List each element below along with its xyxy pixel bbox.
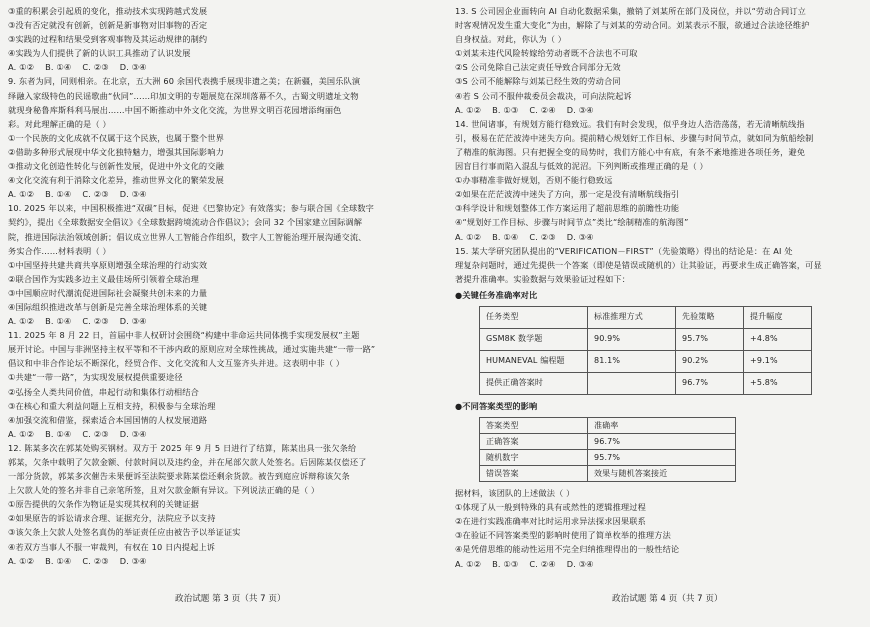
text-line: ②如果原告的诉讼请求合理、证据充分，法院应予以支持 (8, 513, 216, 524)
text-line: 务实合作……材料表明（ ） (8, 245, 111, 256)
table-cell: HUMANEVAL 编程题 (480, 350, 588, 372)
text-line: 契约》，提出《全球数据安全倡议》《全球数据跨境流动合作倡议》；会同 32 个国家建立国际调解 (8, 217, 363, 228)
question-13 (455, 4, 860, 117)
answer-options: A. ①② B. ①④ C. ②③ D. ③④ (8, 555, 147, 566)
text-line: 11. 2025 年 8 月 22 日，首届中非人权研讨会围绕“构建中非命运共同体携手实现发展权”主题 (8, 330, 360, 341)
table-header-row (480, 306, 812, 328)
text-line: ①体现了从一般到特殊的具有或然性的逻辑推理过程 (455, 502, 646, 513)
answer-type-table (479, 417, 736, 482)
text-line: ②联合国作为实践多边主义最佳场所引领着全球治理 (8, 273, 199, 284)
right-column (455, 4, 860, 571)
table-cell: 95.7% (676, 328, 744, 350)
answer-options: A. ①② B. ①③ C. ②④ D. ③④ (455, 558, 594, 569)
text-line: 因盲目行事而陷入混乱与低效的泥沼。下列判断或推理正确的是（ ） (455, 161, 708, 172)
text-line: ②S 公司免除自己法定责任导致合同部分无效 (455, 62, 621, 73)
table-row (480, 372, 812, 394)
text-line: ③科学设计和规划整体工作方案运用了超前思维的前瞻性功能 (455, 203, 680, 214)
answer-options: A. ①② B. ①④ C. ②③ D. ③④ (8, 62, 147, 73)
text-line: ①原告提供的欠条作为物证是实现其权利的关键证据 (8, 499, 199, 510)
table1-title: ●关键任务准确率对比 (455, 289, 538, 300)
table-row (480, 466, 736, 482)
table-cell: 效果与随机答案接近 (588, 466, 736, 482)
table-header-cell: 准确率 (588, 418, 736, 434)
text-line: 上欠款人处的签名并非自己亲笔所签，且对欠款金额有异议。下列说法正确的是（ ） (8, 485, 320, 496)
answer-options: A. ①② B. ①③ C. ②④ D. ③④ (455, 104, 594, 115)
text-line: ①刘某未违代风险转嫁给劳动者既不合法也不可取 (455, 48, 638, 59)
table-header-row (480, 418, 736, 434)
text-line: 一部分货款，郭某多次催告未果便诉至法院要求陈某偿还剩余货款。被告到庭应诉辩称该欠条 (8, 471, 350, 482)
question-15 (455, 244, 860, 286)
table-cell: 提供正确答案时 (480, 372, 588, 394)
text-line: 郭某，欠条中载明了欠款金额、付款时间以及违约金，并在尾部欠款人处签名。后因陈某仅偿还了 (8, 457, 367, 467)
text-line: 12. 陈某多次在郭某处购买钢材。双方于 2025 年 9 月 5 日进行了结算，陈某出具一张欠条给 (8, 442, 357, 453)
text-line: ①共建“一带一路”，为实现发展权提供重要途径 (8, 372, 183, 383)
table-row (480, 328, 812, 350)
table-cell: +9.1% (744, 350, 812, 372)
text-line: 了精准的航海图。只有把握全变的局势时，我们方能心中有底，有条不紊地推进各项任务，避免 (455, 146, 806, 157)
text-line: 倡议和中非合作论坛不断深化，经贸合作、文化交流和人文互鉴齐头并进。这表明中非（ ） (8, 358, 345, 369)
text-line: ②弘扬全人类共同价值，串起行动和集体行动相结合 (8, 386, 199, 397)
answer-options: A. ①② B. ①④ C. ②③ D. ③④ (8, 428, 147, 439)
question-15-options (455, 486, 860, 571)
text-line: 14. 世间诸事，有规划方能行稳致远。我们有时会发现，似乎身边人浩浩荡荡，若无清晰航线指 (455, 118, 805, 129)
text-line: ③在验证不同答案类型的影响时使用了简单枚举的推理方法 (455, 530, 671, 541)
table-cell: 95.7% (588, 450, 736, 466)
table-cell: GSM8K 数学题 (480, 328, 588, 350)
text-line: 院，推进国际法治领域创新；倡议成立世界人工智能合作组织，数字人工智能治理开展沟通交流、 (8, 231, 367, 242)
text-line: ①办事精准非做好规划，否则不能行稳致远 (455, 175, 613, 186)
text-line: ④“规划好工作目标、步骤与时间节点”类比“绘制精准的航海图” (455, 217, 689, 228)
table-header-cell: 先验策略 (676, 306, 744, 328)
text-line: ④实践为人们提供了新的认识工具推动了认识发展 (8, 48, 191, 59)
text-line: ②在进行实践准确率对比时运用求异法探求因果联系 (455, 516, 646, 527)
text-line: ④文化交流有利于消除文化差异，推动世界文化的繁荣发展 (8, 175, 224, 186)
table-cell: 81.1% (588, 350, 676, 372)
text-line: ③S 公司不能解除与刘某已经生效的劳动合同 (455, 76, 621, 87)
text-line: ④若双方当事人不服一审裁判，有权在 10 日内提起上诉 (8, 541, 216, 552)
text-line: 9. 东者为同，同则相亲。在北京，五大洲 60 余国代表携手展现非遗之美；在新疆，美国乐队演 (8, 76, 361, 87)
table-row (480, 450, 736, 466)
answer-options: A. ①② B. ①④ C. ②③ D. ③④ (455, 231, 594, 242)
question-14 (455, 117, 860, 244)
text-line: 时客观情况发生重大变化”为由，解除了与刘某的劳动合同。刘某表示不服，欲通过合法途径维护 (455, 20, 810, 31)
text-line: 10. 2025 年以来，中国积极推进“双碳”目标，促进《巴黎协定》有效落实；参与联合国《全球数字 (8, 203, 375, 214)
text-line: 理复杂问题时，通过先提供一个答案（即使是错误或随机的）让其验证，再要求生成正确答案，可显 (455, 259, 822, 270)
table-header-cell: 标准推理方式 (588, 306, 676, 328)
table-cell (588, 372, 676, 394)
table-cell: +5.8% (744, 372, 812, 394)
text-line: ④国际组织推进改革与创新是完善全球治理体系的关键 (8, 301, 208, 312)
text-line: 13. S 公司因企业面转向 AI 自动化数据采集，撤销了刘某所在部门及岗位，并以“劳动合同订立 (455, 6, 807, 16)
text-line: ①中国坚持共建共商共享原则增强全球治理的行动实效 (8, 259, 208, 270)
table-header-cell: 答案类型 (480, 418, 588, 434)
text-line: 15. 某大学研究团队提出的“VERIFICATION－FIRST”（先验策略）得出的结论是：在 AI 处 (455, 245, 793, 256)
text-line: 展开讨论。中国与非洲坚持主权平等和不干涉内政的原则应对全球性挑战，通过实施共建“一带一路” (8, 344, 376, 355)
table-header-cell: 任务类型 (480, 306, 588, 328)
text-line: ③在核心和重大利益问题上互相支持，积极参与全球治理 (8, 400, 216, 411)
text-line: 著提升准确率。实验数据与效果验证过程如下： (455, 273, 631, 284)
table-cell: 错误答案 (480, 466, 588, 482)
text-line: 据材料，该团队的上述做法（ ） (455, 488, 575, 499)
table-cell: 90.9% (588, 328, 676, 350)
text-line: 引，极易在茫茫波涛中迷失方向。提前精心规划好工作目标、步骤与时间节点，就如同为航船绘制 (455, 132, 814, 143)
answer-options: A. ①② B. ①④ C. ②③ D. ③④ (8, 316, 147, 327)
table-row (480, 350, 812, 372)
text-line: ③实践的过程和结果受到客观事物及其运动规律的制约 (8, 34, 208, 45)
text-line: 就现身秘鲁库斯科利马展出……中国不断推动中外文化交流，为世界文明百花园增添绚丽色 (8, 104, 342, 115)
answer-options: A. ①② B. ①④ C. ②③ D. ③④ (8, 189, 147, 200)
text-line: ③该欠条上欠款人处签名真伪的举证责任应由被告予以举证证实 (8, 527, 241, 538)
text-line: ①一个民族的文化成就不仅属于这个民族，也属于整个世界 (8, 132, 224, 143)
left-column (8, 4, 433, 568)
table-cell: +4.8% (744, 328, 812, 350)
table-cell: 96.7% (676, 372, 744, 394)
text-line: ②如果在茫茫波涛中迷失了方向，那一定是没有清晰航线指引 (455, 189, 680, 200)
text-line: ③中国顺应时代潮流促进国际社会凝聚共创未来的力量 (8, 287, 208, 298)
table-cell: 90.2% (676, 350, 744, 372)
accuracy-table (479, 306, 812, 395)
table2-title: ●不同答案类型的影响 (455, 400, 538, 411)
page-footer-left: 政治试题 第 3 页（共 7 页） (175, 594, 286, 604)
text-line: ③重的积累会引起质的变化，推动技术实现跨越式发展 (8, 6, 208, 16)
table-header-cell: 提升幅度 (744, 306, 812, 328)
text-line: ③没有否定就没有创新，创新是新事物对旧事物的否定 (8, 20, 208, 31)
text-line: ④加强交流和借鉴，探索适合本国国情的人权发展道路 (8, 414, 208, 425)
text-line: 彩。对此理解正确的是（ ） (8, 118, 111, 129)
text-line: 自身权益。对此，你认为（ ） (455, 34, 567, 45)
table-cell: 96.7% (588, 434, 736, 450)
text-line: ④若 S 公司不服仲裁委员会裁决，可向法院起诉 (455, 90, 632, 101)
table-cell: 随机数字 (480, 450, 588, 466)
text-line: ②借助多种形式展现中华文化独特魅力，增强其国际影响力 (8, 146, 224, 157)
text-line: 绎融入家级特色的民谣歌曲“伙同”……印加文明的专题展览在深圳落幕不久，古蜀文明遗址文物 (8, 90, 359, 101)
table-cell: 正确答案 (480, 434, 588, 450)
page-footer-right: 政治试题 第 4 页（共 7 页） (612, 594, 723, 604)
text-line: ③推动文化创造性转化与创新性发展，促进中外文化的交融 (8, 161, 224, 172)
table-row (480, 434, 736, 450)
text-line: ④是凭借思维的能动性运用不完全归纳推理得出的一般性结论 (455, 544, 680, 555)
